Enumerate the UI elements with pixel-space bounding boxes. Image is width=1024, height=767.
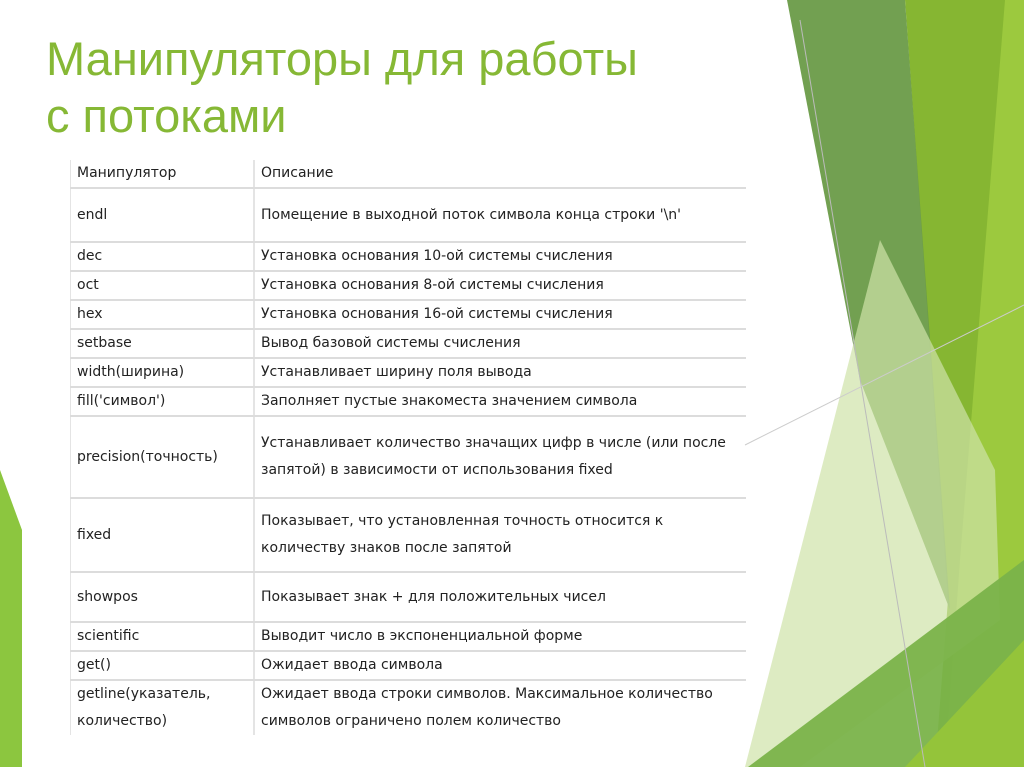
manipulator-cell: fill('символ') xyxy=(71,387,255,416)
table-row xyxy=(71,271,747,300)
header-cell: Описание xyxy=(254,160,746,188)
manipulator-cell: precision(точность) xyxy=(71,416,255,498)
description-cell: Показывает, что установленная точность относится к количеству знаков после запятой xyxy=(254,498,746,572)
slide-title xyxy=(46,30,638,144)
manipulator-cell: width(ширина) xyxy=(71,358,255,387)
manipulator-cell: endl xyxy=(71,188,255,242)
description-cell: Ожидает ввода строки символов. Максимальное количество символов ограничено полем количество xyxy=(261,686,713,729)
table-row xyxy=(71,329,747,358)
table-row xyxy=(71,622,747,651)
table-row xyxy=(71,300,747,329)
header-cell: Манипулятор xyxy=(71,160,255,188)
table-header-row xyxy=(71,160,747,188)
manipulator-cell: scientific xyxy=(71,622,255,651)
description-cell: Выводит число в экспоненциальной форме xyxy=(254,622,746,651)
table-row xyxy=(71,498,747,572)
left-green-shape xyxy=(0,470,22,767)
manipulator-cell: get() xyxy=(71,651,255,680)
description-cell: Вывод базовой системы счисления xyxy=(254,329,746,358)
description-cell: Установка основания 16-ой системы счисления xyxy=(254,300,746,329)
manipulator-cell: getline(указатель, количество) xyxy=(71,680,255,735)
manipulators-table xyxy=(70,160,746,735)
manipulator-cell: dec xyxy=(71,242,255,271)
manipulator-cell: showpos xyxy=(71,572,255,622)
table-row xyxy=(71,242,747,271)
table-row xyxy=(71,680,747,735)
description-cell: Ожидает ввода символа xyxy=(254,651,746,680)
manipulator-cell: setbase xyxy=(71,329,255,358)
table-row xyxy=(71,188,747,242)
description-cell: Заполняет пустые знакоместа значением символа xyxy=(254,387,746,416)
description-cell: Установка основания 8-ой системы счисления xyxy=(254,271,746,300)
table-row xyxy=(71,387,747,416)
title-line-2: с потоками xyxy=(46,89,287,142)
table-row xyxy=(71,416,747,498)
description-cell: Помещение в выходной поток символа конца строки '\n' xyxy=(254,188,746,242)
table-row xyxy=(71,572,747,622)
description-cell: Устанавливает ширину поля вывода xyxy=(254,358,746,387)
manipulator-cell: hex xyxy=(71,300,255,329)
description-cell: Показывает знак + для положительных чисел xyxy=(254,572,746,622)
table-row xyxy=(71,358,747,387)
manipulator-cell: fixed xyxy=(71,498,255,572)
title-line-1: Манипуляторы для работы xyxy=(46,32,638,85)
manipulator-cell: oct xyxy=(71,271,255,300)
description-cell: Устанавливает количество значащих цифр в числе (или после запятой) в зависимости от использования fixed xyxy=(254,416,746,498)
table-row xyxy=(71,651,747,680)
description-cell: Установка основания 10-ой системы счисления xyxy=(254,242,746,271)
